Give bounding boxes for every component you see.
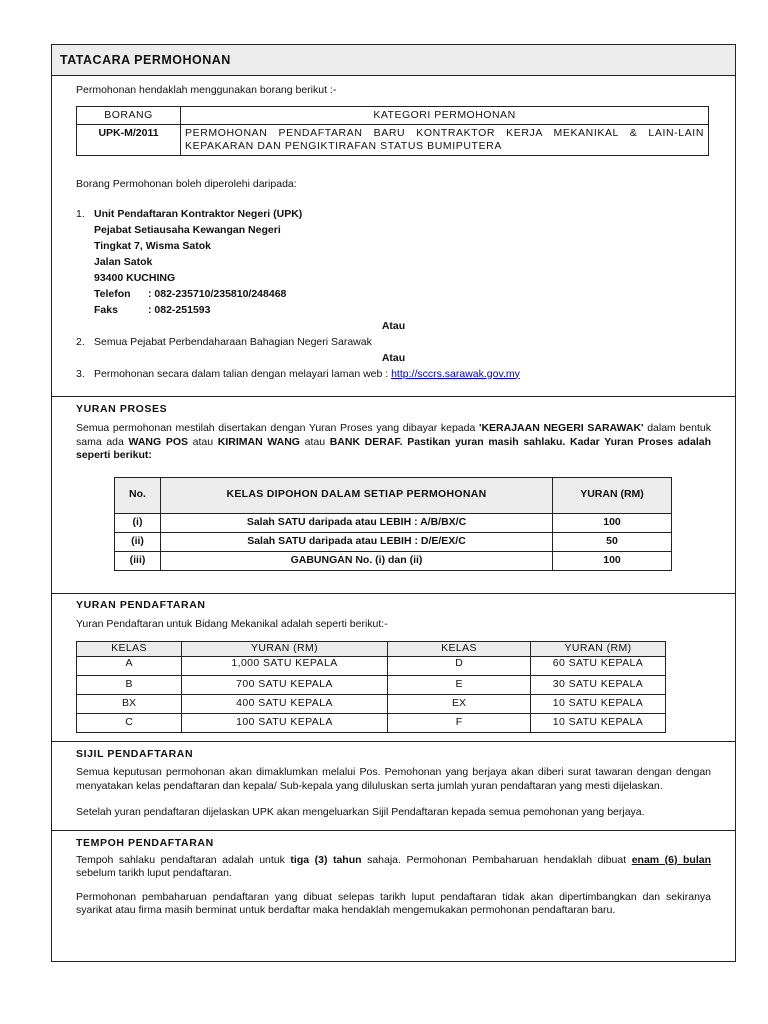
yuran-proses-table <box>114 477 672 571</box>
obtain-text: Borang Permohonan boleh diperolehi daripada: <box>76 177 297 190</box>
tempoh-p1: Tempoh sahlaku pendaftaran adalah untuk tiga (3) tahun sahaja. Permohonan Pembaharuan hendaklah dibuat enam (6) bulan sebelum tarikh luput pendaftaran. <box>76 853 711 880</box>
address-line-1: Unit Pendaftaran Kontraktor Negeri (UPK) <box>94 207 303 220</box>
table-row: BX 400 SATU KEPALA EX 10 SATU KEPALA <box>77 694 666 713</box>
list-item-2: 2. Semua Pejabat Perbendaharaan Bahagian Negeri Sarawak <box>76 335 372 348</box>
intro-text: Permohonan hendaklah menggunakan borang berikut :- <box>76 84 337 97</box>
form-category: PERMOHONAN PENDAFTARAN BARU KONTRAKTOR KERJA MEKANIKAL & LAIN-LAIN KEPAKARAN DAN PENGIKTIRAFAN STATUS BUMIPUTERA <box>181 124 709 155</box>
table-row: (ii) Salah SATU daripada atau LEBIH : D/E/EX/C 50 <box>115 532 672 551</box>
atau-2: Atau <box>381 351 406 364</box>
address-item: 1. Unit Pendaftaran Kontraktor Negeri (UPK) <box>76 207 303 220</box>
yuran-proses-text: Semua permohonan mestilah disertakan dengan Yuran Proses yang dibayar kepada 'KERAJAAN NEGERI SARAWAK' dalam bentuk sama ada WANG POS atau KIRIMAN WANG atau BANK DERAF. Pastikan yuran masih sahlaku. Kadar Yuran Proses adalah seperti berikut: <box>76 422 711 462</box>
page-title: TATACARA PERMOHONAN <box>52 45 735 76</box>
telephone-line: Telefon : 082-235710/235810/248468 <box>94 287 287 300</box>
sijil-p1: Semua keputusan permohonan akan dimaklumkan melalui Pos. Pemohonan yang berjaya akan diberi surat tawaran dengan dengan menyatakan kelas pendaftaran dan kepala/ Sub-kepala yang diluluskan serta jumlah yuran pendaftaran yang mesti dijelaskan. <box>76 766 711 792</box>
tempoh-p2: Permohonan pembaharuan pendaftaran yang dibuat selepas tarikh luput pendaftaran tidak akan dipertimbangkan dan sekiranya syarikat atau firma masih berminat untuk berdaftar maka hendaklah mengemukakan permohonan pendaftaran baru. <box>76 890 711 917</box>
form-code: UPK-M/2011 <box>77 124 181 155</box>
table-row: (iii) GABUNGAN No. (i) dan (ii) 100 <box>115 551 672 570</box>
form-table <box>76 106 709 156</box>
table-row: C 100 SATU KEPALA F 10 SATU KEPALA <box>77 713 666 732</box>
yuran-pendaftaran-table: KELAS YURAN (RM) KELAS YURAN (RM) A 1,000 SATU KEPALA D 60 SATU KEPALA B 700 SATU KEPALA E 30 SATU KEPALA BX 400 SATU KEPALA EX 10 SATU KEPALA C 100 SATU KEPALA F 10 SATU KEPALA <box>76 641 666 733</box>
section-yuran-pendaftaran <box>52 594 735 742</box>
section-tatacara <box>52 45 735 397</box>
atau-1: Atau <box>381 319 406 332</box>
section-tempoh <box>52 831 735 930</box>
sijil-p2: Setelah yuran pendaftaran dijelaskan UPK akan mengeluarkan Sijil Pendaftaran kepada semua pemohonan yang berjaya. <box>76 806 645 819</box>
table-row: B 700 SATU KEPALA E 30 SATU KEPALA <box>77 675 666 694</box>
yp-header-yuran: YURAN (RM) <box>553 477 672 513</box>
tempoh-title: TEMPOH PENDAFTARAN <box>76 836 214 849</box>
yuran-proses-title: YURAN PROSES <box>76 402 168 415</box>
yp-header-no: No. <box>115 477 161 513</box>
address-line-2: Pejabat Setiausaha Kewangan Negeri <box>94 223 281 236</box>
form-table-header-borang: BORANG <box>77 106 181 124</box>
section-yuran-proses <box>52 397 735 594</box>
table-row: A 1,000 SATU KEPALA D 60 SATU KEPALA <box>77 656 666 675</box>
form-table-header-kategori: KATEGORI PERMOHONAN <box>181 106 709 124</box>
sijil-title: SIJIL PENDAFTARAN <box>76 747 194 760</box>
table-row: (i) Salah SATU daripada atau LEBIH : A/B/BX/C 100 <box>115 513 672 532</box>
section-sijil <box>52 742 735 831</box>
address-line-5: 93400 KUCHING <box>94 271 176 284</box>
yuran-pendaftaran-title: YURAN PENDAFTARAN <box>76 598 206 611</box>
address-line-4: Jalan Satok <box>94 255 153 268</box>
address-block <box>76 222 711 318</box>
yuran-pendaftaran-intro: Yuran Pendaftaran untuk Bidang Mekanikal adalah seperti berikut:- <box>76 618 388 631</box>
website-link[interactable]: http://sccrs.sarawak.gov.my <box>391 367 520 380</box>
address-line-3: Tingkat 7, Wisma Satok <box>94 239 211 252</box>
list-item-3: 3. Permohonan secara dalam talian dengan melayari laman web : http://sccrs.sarawak.gov.my <box>76 367 520 380</box>
yp-header-kelas: KELAS DIPOHON DALAM SETIAP PERMOHONAN <box>161 477 553 513</box>
document-frame <box>51 44 736 962</box>
fax-line: Faks : 082-251593 <box>94 303 211 316</box>
